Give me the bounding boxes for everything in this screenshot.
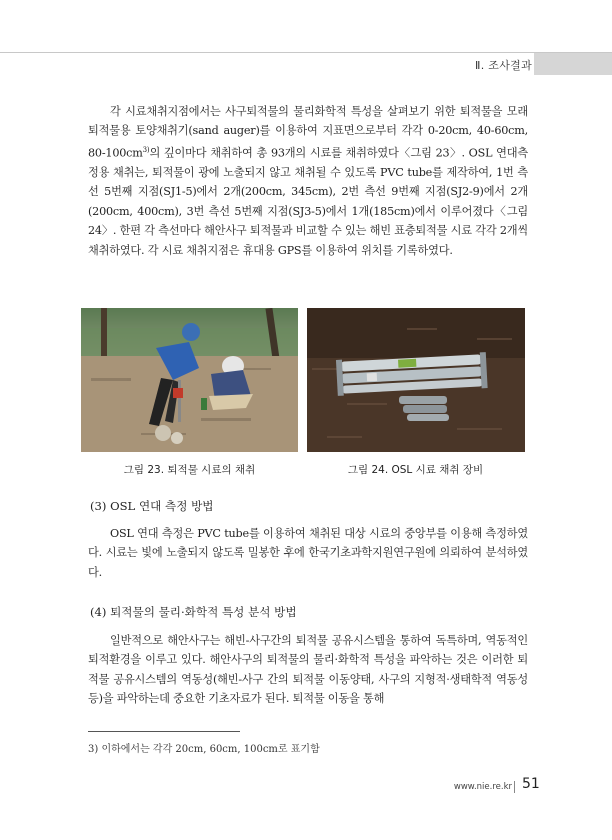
body-paragraph-osl: OSL 연대 측정은 PVC tube를 이용하여 채취된 대상 시료의 중앙부를 이용해 측정하였다. 시료는 빛에 노출되지 않도록 밀봉한 후에 한국기초과학지원연구원에 의뢰하여 분석하였다. (88, 527, 528, 579)
footer-url[interactable]: www.nie.re.kr (453, 782, 512, 792)
chapter-label: Ⅱ. 조사결과 (474, 59, 532, 72)
sampling-photo-image (81, 308, 298, 452)
paragraph-text-continued: 의 깊이마다 채취하여 총 93개의 시료를 채취하였다〈그림 23〉. OSL 연대측정용 채취는, 퇴적물이 광에 노출되지 않고 채취될 수 있도록 PVC tube를 제작하여, 1번 측선 5번째 지점(SJ1-5)에서 2개(200cm, 345cm), 2번 측선 9번째 지점(SJ2-9)에서 2개(200cm, 400cm), 3번 측선 5번째 지점(SJ3-5)에서 1개(185cm)에서 이루어졌다〈그림 24〉. 한편 각 측선마다 해안사구 퇴적물과 비교할 수 있는 해빈 표층퇴적물 시료 각각 2개씩 채취하였다. 각 시료 채취지점은 휴대용 GPS를 이용하여 위치를 기록하였다. (88, 146, 528, 257)
figure-23-caption: 그림 23. 퇴적물 시료의 채취 (123, 464, 256, 476)
body-paragraph-sampling (88, 102, 528, 260)
footer-divider (514, 781, 515, 793)
figure-24-photo (307, 308, 525, 452)
footnote-rule (88, 731, 240, 732)
body-paragraph-physical-chemical: 일반적으로 해안사구는 해빈-사구간의 퇴적물 공유시스템을 통하여 독특하며, 역동적인 퇴적환경을 이루고 있다. 해안사구의 퇴적물의 물리·화학적 특성을 파악하는 것은 이러한 퇴적물 공유시스템의 역동성(해빈-사구 간의 퇴적물 이동양태, 사구의 지형적·생태학적 역동성 등)을 파악하는데 중요한 기초자료가 된다. 퇴적물 이동을 통해 (88, 634, 528, 706)
section-heading-osl: (3) OSL 연대 측정 방법 (90, 499, 214, 513)
footnote: 3) 이하에서는 각각 20cm, 60cm, 100cm로 표기함 (88, 744, 320, 755)
paragraph-text: 각 시료채취지점에서는 사구퇴적물의 물리화학적 특성을 살펴보기 위한 퇴적물을 모래퇴적물용 토양채취기(sand auger)를 이용하여 지표면으로부터 각각 0-20cm, 40-60cm, 80-100cm (88, 105, 528, 160)
section-heading-physical-chemical: (4) 퇴적물의 물리·화학적 특성 분석 방법 (90, 605, 297, 619)
figure-23-photo (81, 308, 298, 452)
figure-24-caption: 그림 24. OSL 시료 채취 장비 (347, 464, 484, 476)
chapter-tab (534, 53, 612, 75)
footnote-ref[interactable]: 3) (142, 145, 150, 154)
header-rule (0, 52, 612, 53)
page-number: 51 (522, 776, 540, 792)
osl-equipment-photo-image (307, 308, 525, 452)
